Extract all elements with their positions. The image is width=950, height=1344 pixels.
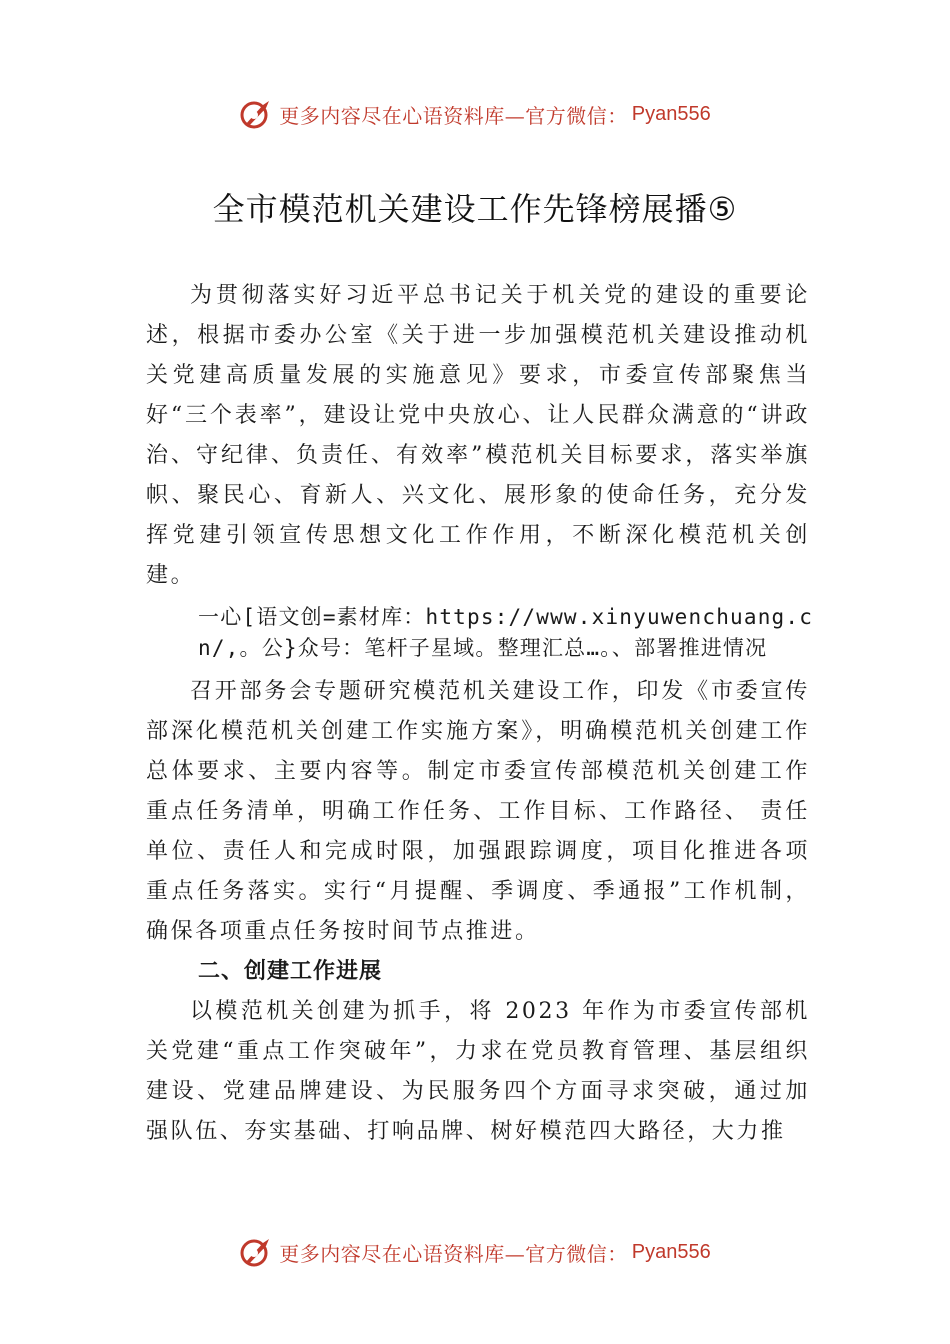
section1-paragraph: 召开部务会专题研究模范机关建设工作，印发《市委宣传部深化模范机关创建工作实施方案》，明确模范机关创建工作总体要求、主要内容等。制定市委宣传部模范机关创建工作重点任务清单，明确工作任务、工作目标、工作路径、 责任单位、责任人和完成时限，加强跟踪调度，项目化推进各项重点任务落实。实行“月提醒、季调度、季通报”工作机制，确保各项重点任务按时间节点推进。	[146, 679, 810, 944]
watermark-text: 更多内容尽在心语资料库—官方微信：	[279, 1241, 628, 1266]
watermark-handle: Pyan556	[631, 1240, 711, 1263]
document-title: 全市模范机关建设工作先锋榜展播⑤	[212, 190, 738, 228]
quill-pen-logo-icon	[239, 97, 273, 131]
intro-paragraph: 为贯彻落实好习近平总书记关于机关党的建设的重要论述，根据市委办公室《关于进一步加强模范机关建设推动机关党建高质量发展的实施意见》要求，市委宣传部聚焦当好“三个表率”，建设让党中央放心、让人民群众满意的“讲政治、守纪律、负责任、有效率”模范机关目标要求，落实举旗帜、聚民心、育新人、兴文化、展形象的使命任务，充分发挥党建引领宣传思想文化工作作用，不断深化模范机关创建。	[146, 283, 810, 588]
document-body	[146, 276, 814, 1152]
header-watermark	[0, 92, 950, 136]
section2-paragraph: 以模范机关创建为抓手，将 2023 年作为市委宣传部机关党建“重点工作突破年”，力求在党员教育管理、基层组织建设、党建品牌建设、为民服务四个方面寻求突破，通过加强队伍、夯实基础、打响品牌、树好模范四大路径，大力推	[146, 999, 810, 1144]
quill-pen-logo-icon	[239, 1235, 273, 1269]
inserted-source-line: 一心[语文创=素材库：https://www.xinyuwenchuang.cn/,。公}众号：笔杆子星域。整理汇总…。、部署推进情况	[198, 605, 814, 660]
watermark-text: 更多内容尽在心语资料库—官方微信：	[279, 103, 628, 128]
watermark-handle: Pyan556	[631, 102, 711, 125]
footer-watermark	[0, 1230, 950, 1274]
section2-heading: 二、创建工作进展	[198, 959, 383, 984]
